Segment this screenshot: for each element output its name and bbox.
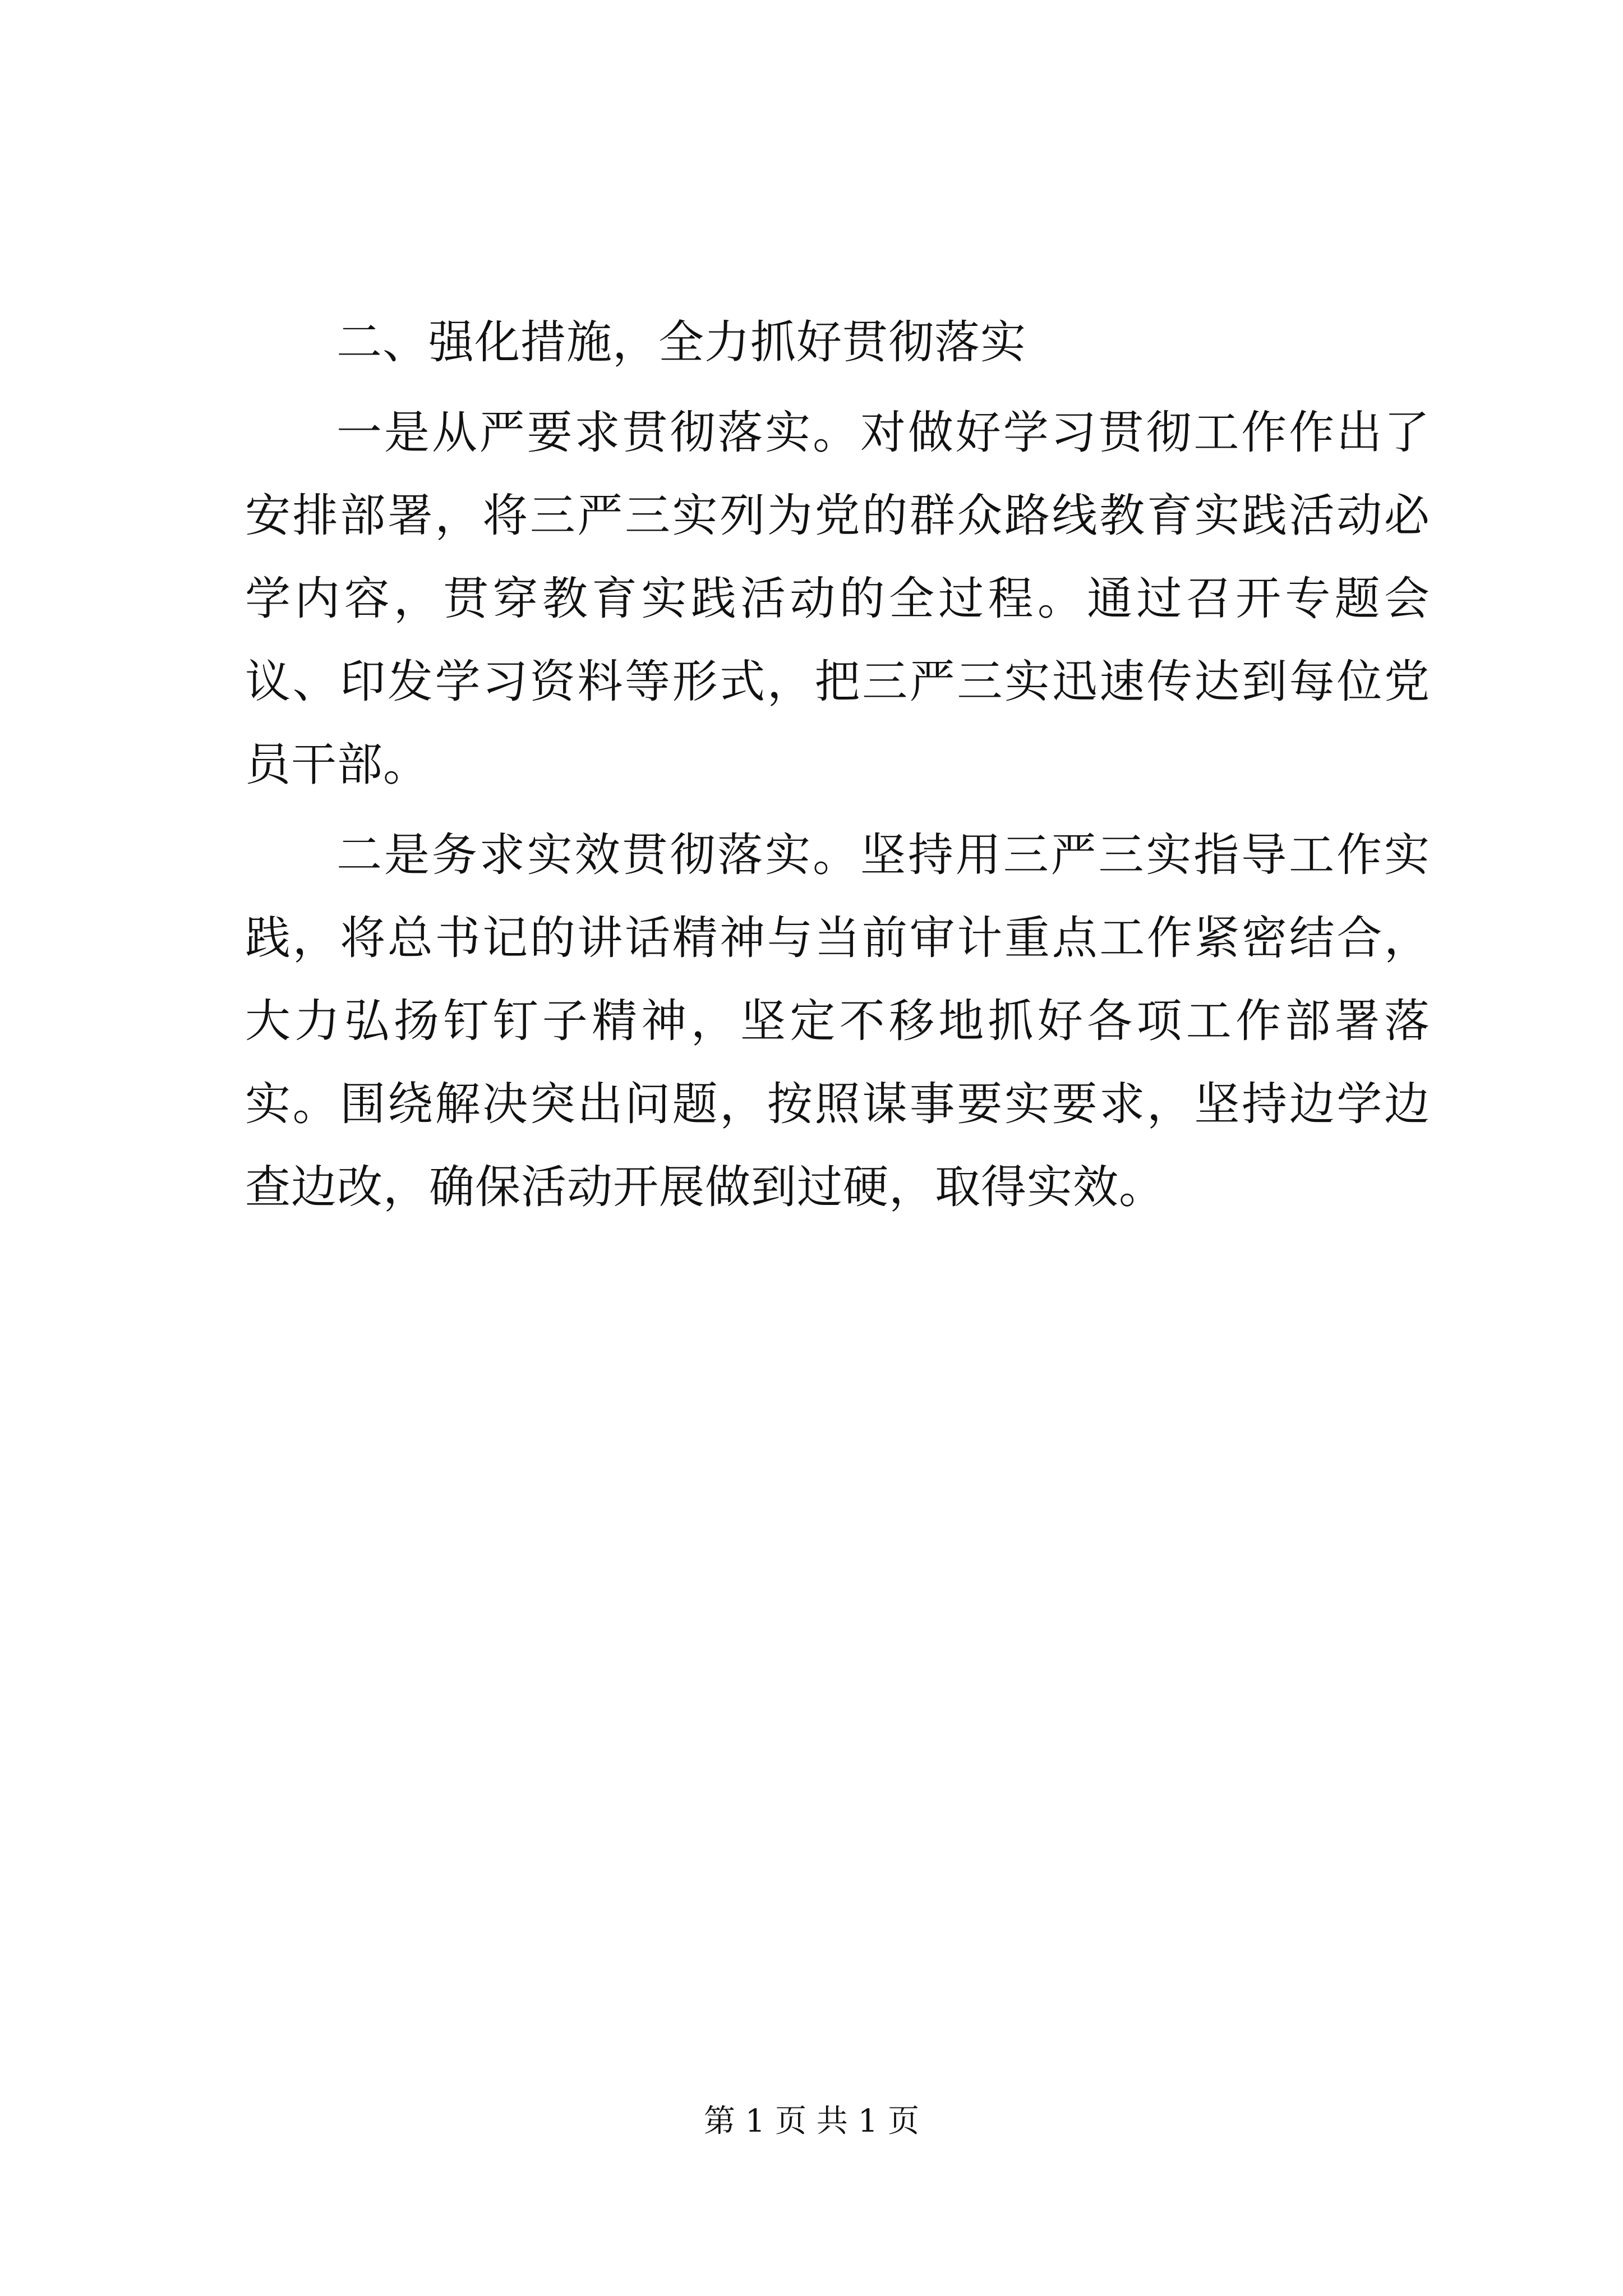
page-footer: 第 1 页 共 1 页	[703, 2103, 920, 2139]
section-heading: 二、强化措施，全力抓好贯彻落实	[336, 316, 1027, 369]
paragraph-2: 二是务求实效贯彻落实。坚持用三严三实指导工作实践，将总书记的讲话精神与当前审计重点工作紧密结合，大力弘扬钉钉子精神，坚定不移地抓好各项工作部署落实。围绕解决突出问题，按照谋事要实要求，坚持边学边查边改，确保活动开展做到过硬，取得实效。	[245, 829, 1430, 1214]
paragraph-1: 一是从严要求贯彻落实。对做好学习贯彻工作作出了安排部署，将三严三实列为党的群众路线教育实践活动必学内容，贯穿教育实践活动的全过程。通过召开专题会议、印发学习资料等形式，把三严三实迅速传达到每位党员干部。	[245, 407, 1430, 792]
document-body	[245, 301, 1430, 1229]
